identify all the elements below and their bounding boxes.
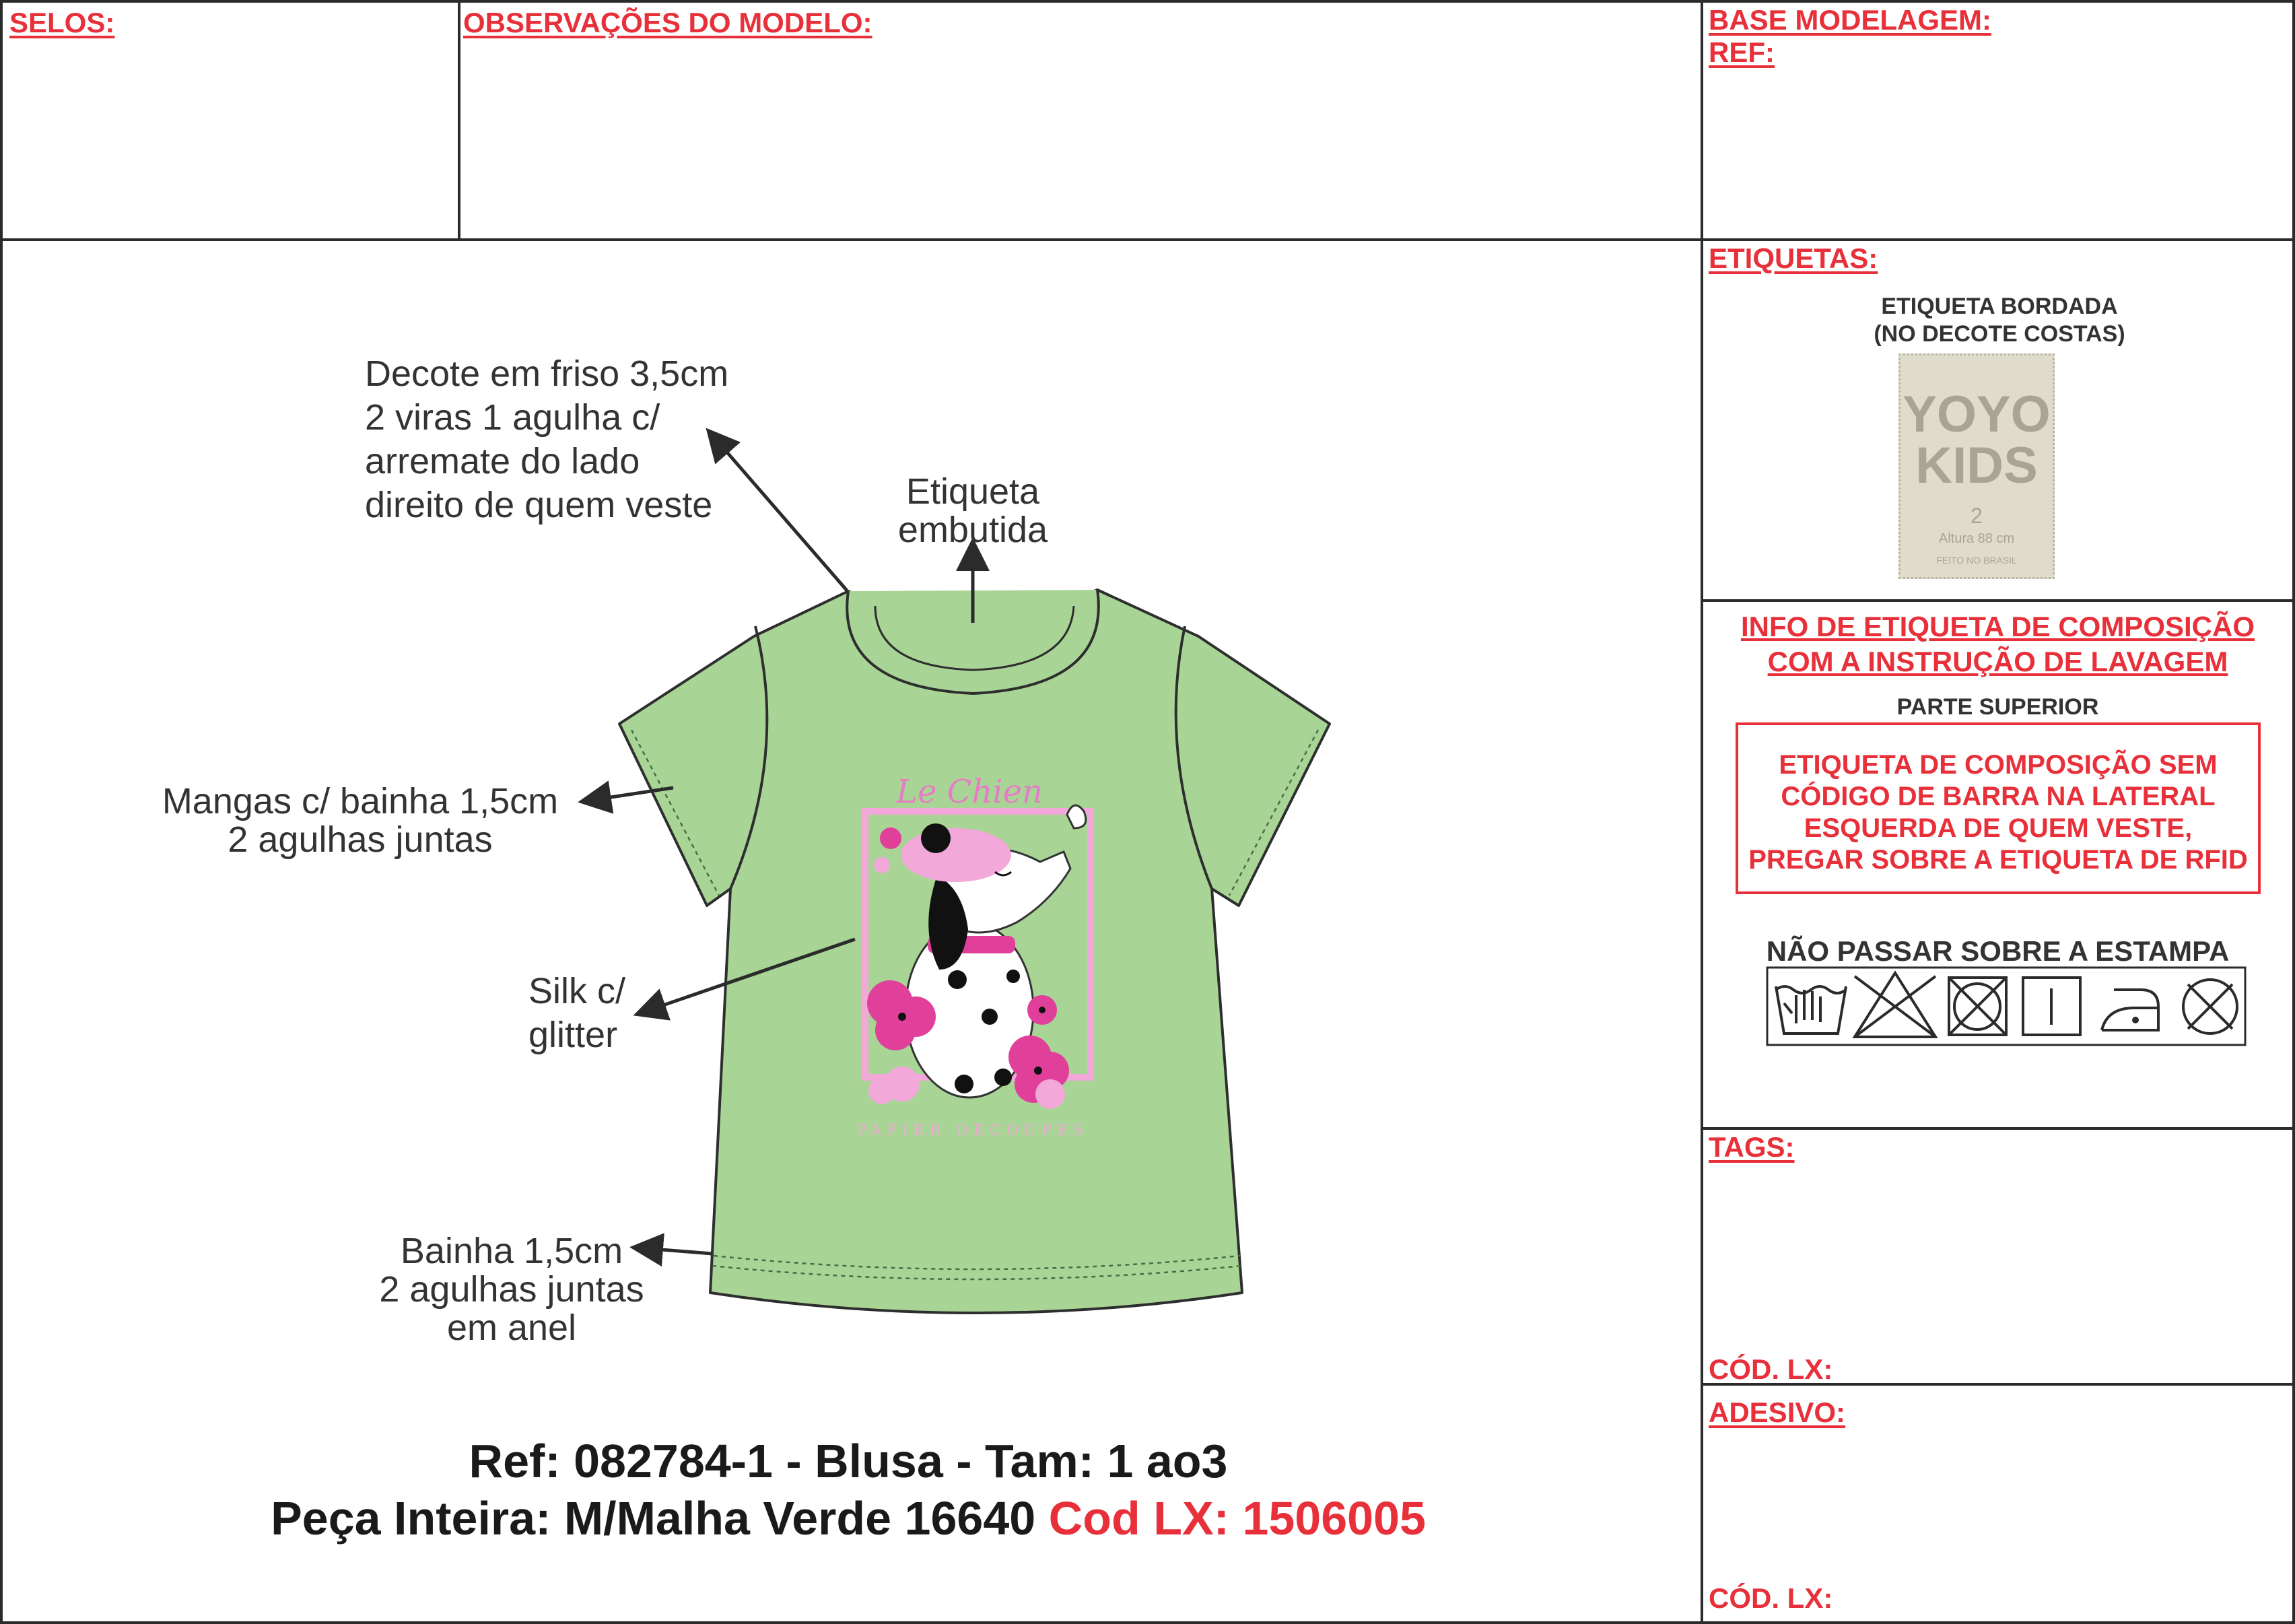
no-bleach-icon [1855, 973, 1936, 1037]
observacoes-header: OBSERVAÇÕES DO MODELO: [463, 7, 872, 38]
selos-header: SELOS: [9, 7, 115, 38]
composition-box: ETIQUETA DE COMPOSIÇÃO SEM CÓDIGO DE BARRA NA LATERAL ESQUERDA DE QUEM VESTE, PREGAR SOBRE A ETIQUETA DE RFID [1736, 722, 2261, 894]
etiqueta-note: Etiqueta embutida [897, 471, 1048, 550]
cod-lx-tags-label: CÓD. LX: [1709, 1353, 1833, 1385]
tags-header: TAGS: [1709, 1131, 1795, 1163]
ref-header: REF: [1709, 36, 1775, 68]
composition-title: INFO DE ETIQUETA DE COMPOSIÇÃO COM A INSTRUÇÃO DE LAVAGEM [1740, 611, 2255, 677]
adesivo-header: ADESIVO: [1709, 1396, 1846, 1428]
no-iron-warning: NÃO PASSAR SOBRE A ESTAMPA [1766, 935, 2230, 967]
no-dry-clean-icon [2183, 980, 2237, 1034]
label-size: 2 [1971, 504, 1983, 528]
label-height: Altura 88 cm [1938, 531, 2015, 546]
mangas-note: Mangas c/ bainha 1,5cm 2 agulhas juntas [162, 781, 559, 860]
cod-lx-text: Cod LX: 1506005 [1048, 1492, 1426, 1545]
label-made-in: FEITO NO BRASIL [1936, 555, 2017, 566]
material-text: Peça Inteira: M/Malha Verde 16640 [271, 1492, 1036, 1545]
print-bottom-text: PAPIER DECOUPES [856, 1122, 1089, 1139]
product-ref-line: Ref: 082784-1 - Blusa - Tam: 1 ao3 [469, 1435, 1228, 1487]
line-dry-icon [2023, 978, 2080, 1035]
brand-line2: KIDS [1915, 437, 2038, 494]
hand-wash-icon [1776, 986, 1846, 1034]
base-modelagem-header: BASE MODELAGEM: [1709, 4, 1991, 36]
bainha-note: Bainha 1,5cm 2 agulhas juntas em anel [379, 1231, 644, 1348]
label-caption: ETIQUETA BORDADA (NO DECOTE COSTAS) [1874, 294, 2125, 347]
print-script-text: Le Chien [896, 773, 1043, 811]
cod-lx-adesivo-label: CÓD. LX: [1709, 1582, 1833, 1614]
etiquetas-header: ETIQUETAS: [1709, 242, 1878, 274]
part-label: PARTE SUPERIOR [1896, 694, 2099, 720]
silk-note: Silk c/ glitter [528, 971, 626, 1055]
brand-line1: YOYO [1903, 386, 2051, 443]
iron-low-icon [2102, 990, 2158, 1030]
decote-note: Decote em friso 3,5cm 2 viras 1 agulha c/ arremate do lado direito de quem veste [365, 353, 729, 525]
no-tumble-dry-icon [1949, 978, 2006, 1035]
